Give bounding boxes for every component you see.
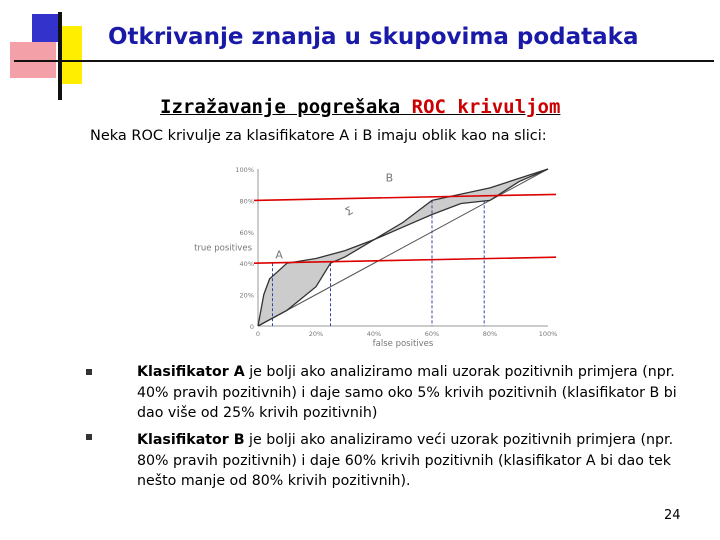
y-tick-label: 0 xyxy=(249,323,254,331)
y-tick-label: 60% xyxy=(239,228,254,237)
decor-square-blue xyxy=(32,14,60,42)
y-tick-label: 20% xyxy=(239,291,254,300)
tp-highlight-line xyxy=(254,257,556,263)
y-tick-label: 40% xyxy=(239,260,254,269)
title-divider xyxy=(14,60,714,62)
tp-highlight-line xyxy=(254,194,556,200)
bullet-text: je bolji ako analiziramo mali uzorak pozitivnih primjera (npr. 40% pravih pozitivnih) i daje samo oko 5% krivih pozitivnih (klasifikator B bi dao više od 25% krivih pozitivnih) xyxy=(137,364,677,421)
x-tick-label: 100% xyxy=(538,330,558,338)
roc-chart xyxy=(170,160,570,355)
curve-a-label: A xyxy=(275,248,283,262)
curve-b-label: B xyxy=(385,171,394,185)
hull-label: Σ xyxy=(342,203,356,219)
bullet-marker xyxy=(86,434,92,440)
bullet-bold: Klasifikator A xyxy=(137,364,245,380)
subtitle-text: Izražavanje pogrešaka xyxy=(160,96,412,118)
bullet-marker xyxy=(86,369,92,375)
intro-text: Neka ROC krivulje za klasifikatore A i B imaju oblik kao na slici: xyxy=(90,128,547,144)
bullet-bold: Klasifikator B xyxy=(137,432,245,448)
bullet-item-a xyxy=(137,362,677,424)
bullet-item-b xyxy=(137,430,677,492)
y-tick-label: 100% xyxy=(235,166,254,174)
slide-title: Otkrivanje znanja u skupovima podataka xyxy=(108,24,639,50)
y-tick-label: 80% xyxy=(239,197,254,206)
x-tick-label: 40% xyxy=(366,330,382,338)
page-number: 24 xyxy=(664,508,681,523)
x-axis-label: false positives xyxy=(372,339,434,349)
decor-vertical-line xyxy=(58,12,62,100)
x-tick-label: 20% xyxy=(308,330,324,338)
x-tick-label: 0 xyxy=(255,330,261,338)
subtitle-highlight: ROC krivuljom xyxy=(411,96,561,118)
x-tick-label: 60% xyxy=(424,330,440,338)
diagonal-line xyxy=(258,169,548,326)
decor-square-yellow xyxy=(60,26,82,84)
y-axis-label: true positives xyxy=(194,243,252,254)
bullet-text: je bolji ako analiziramo veći uzorak pozitivnih primjera (npr. 80% pravih pozitivnih) i daje 60% krivih pozitivnih (klasifikator A bi dao tek nešto manje od 80% krivih pozitivnih). xyxy=(137,432,674,489)
slide-subtitle xyxy=(160,96,560,118)
x-tick-label: 80% xyxy=(482,330,498,338)
